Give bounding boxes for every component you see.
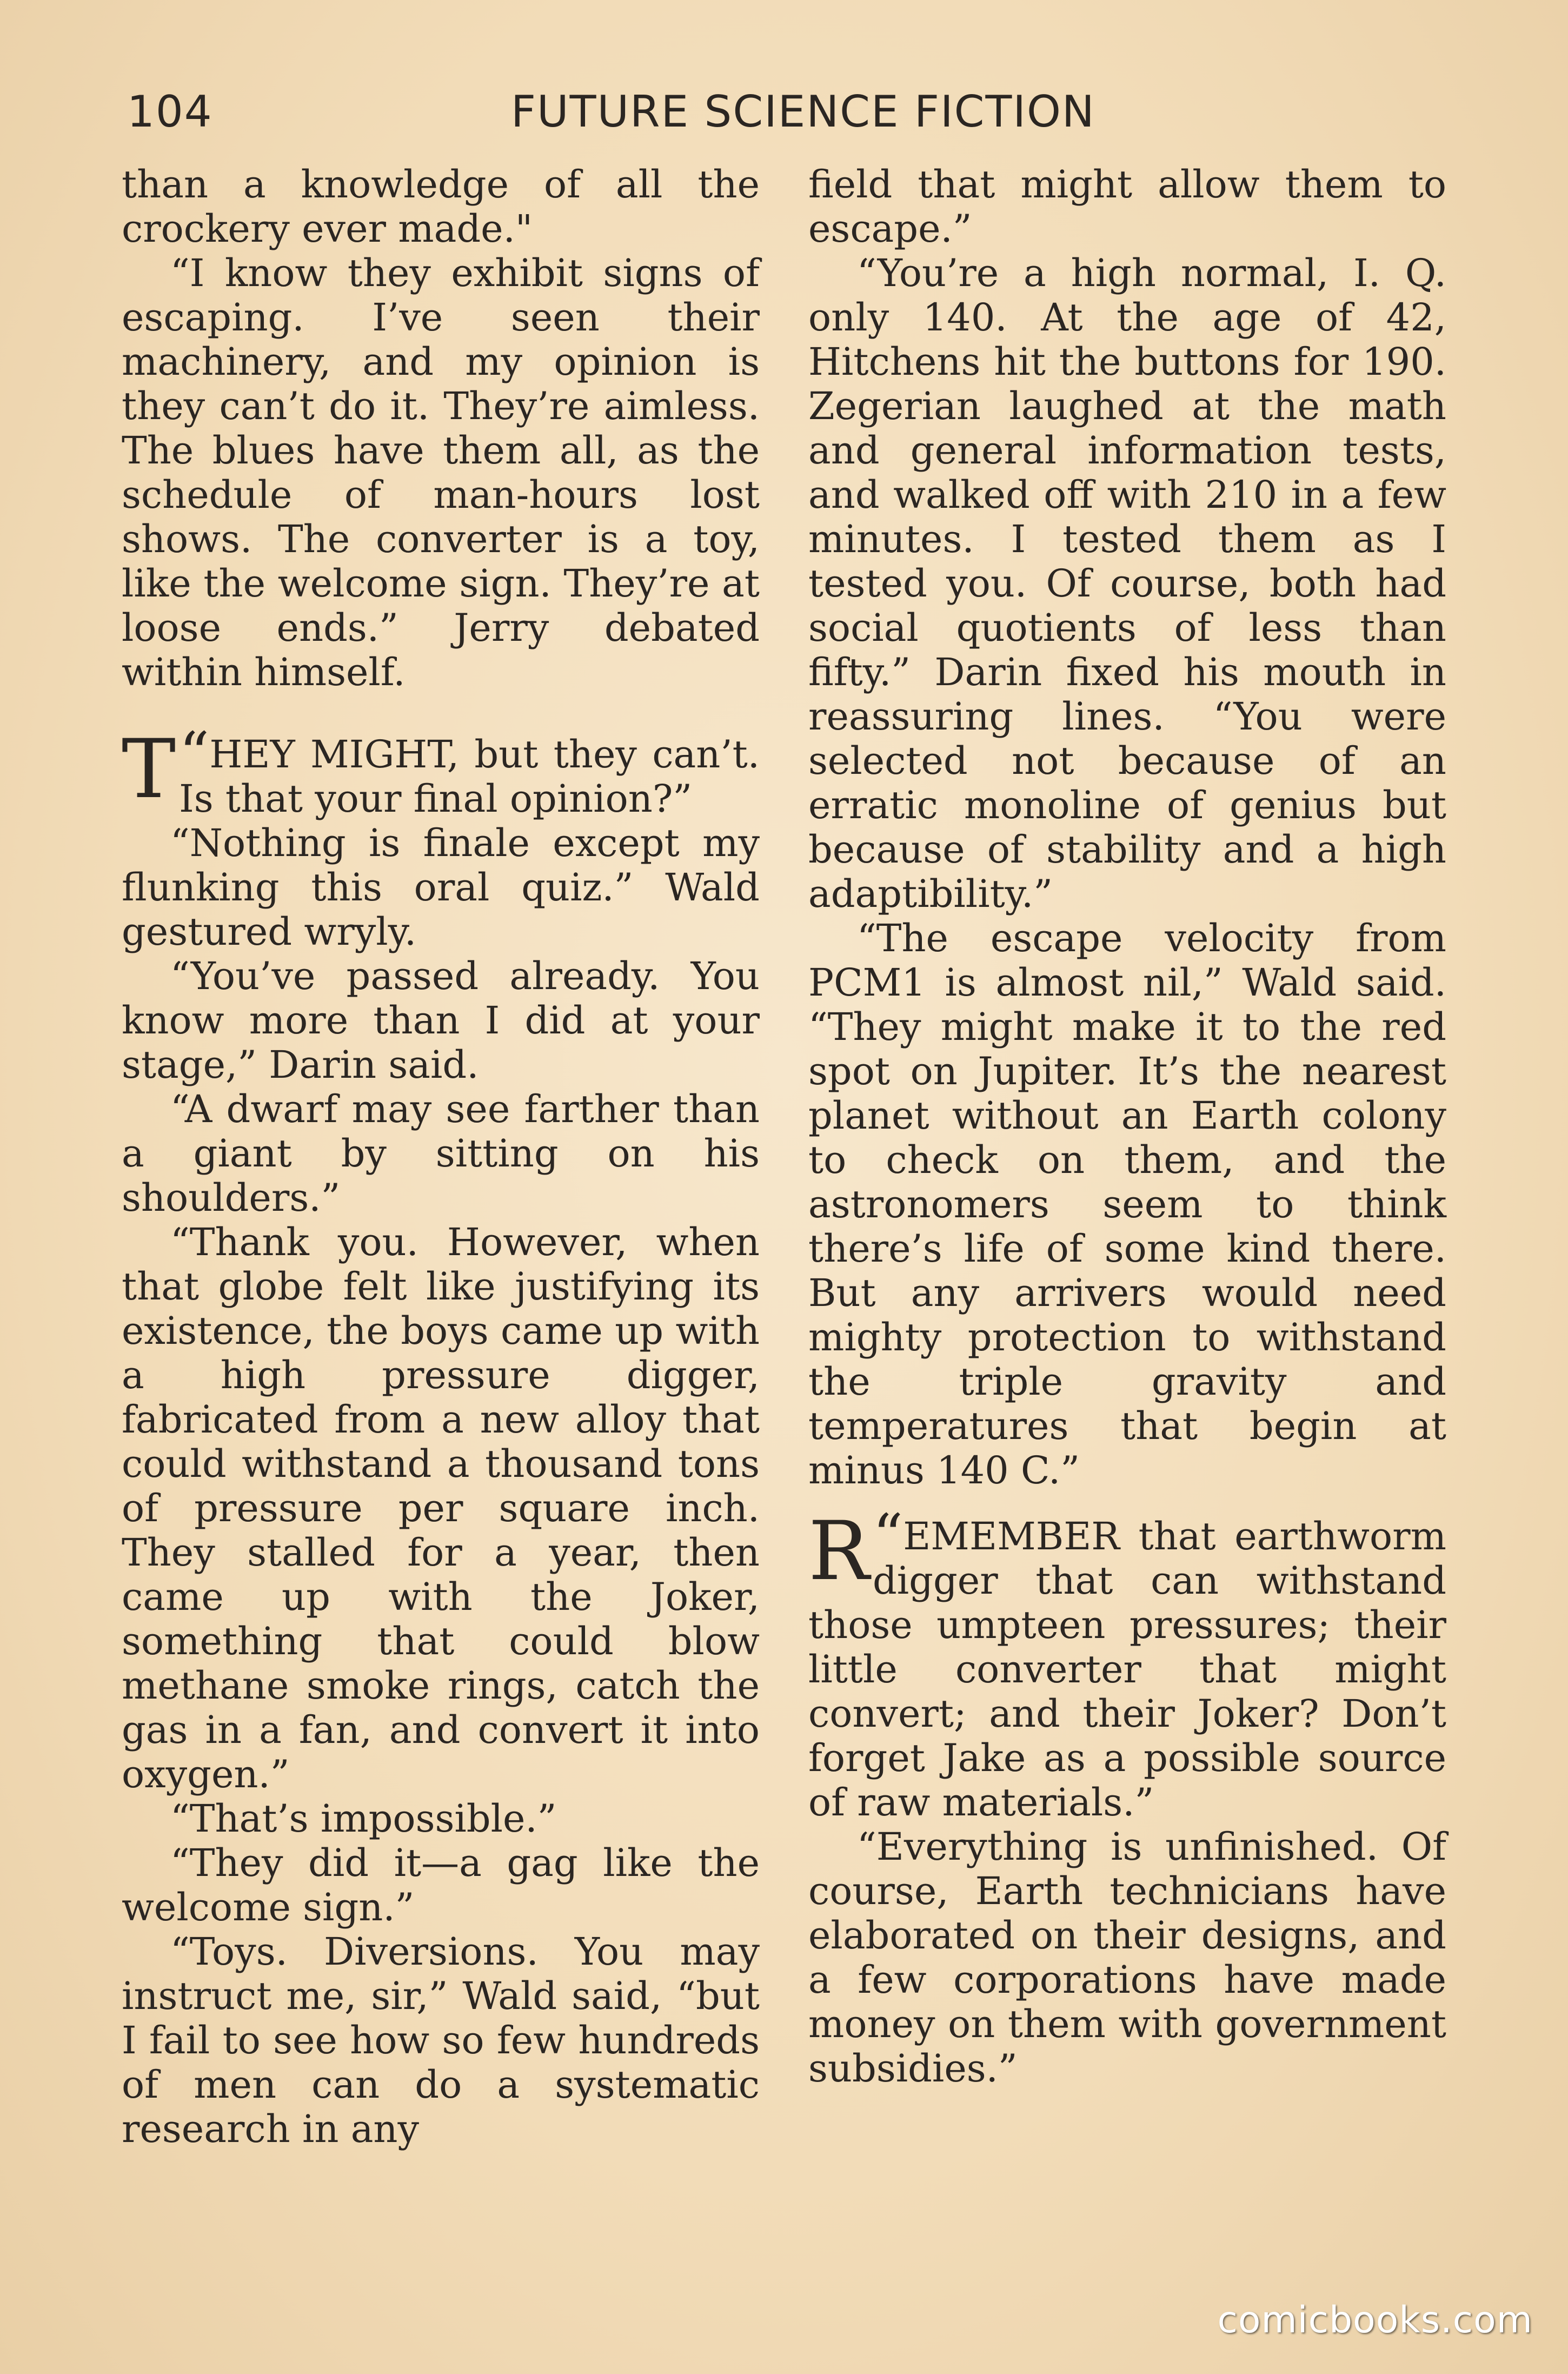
paragraph: field that might allow them to escape.” bbox=[808, 162, 1446, 251]
right-column bbox=[808, 162, 1446, 2091]
paragraph-text: HEY MIGHT, but they can’t. Is that your final opinion?” bbox=[179, 732, 760, 821]
paragraph: “Everything is unfinished. Of course, Earth technicians have elaborated on their designs, and a few corporations have made money on them with government subsidies.” bbox=[808, 1825, 1446, 2091]
section-opening-paragraph bbox=[122, 719, 760, 821]
site-watermark: comicbooks.com bbox=[1217, 2299, 1533, 2342]
paragraph: “They did it—a gag like the welcome sign.” bbox=[122, 1841, 760, 1929]
opening-quote-mark: “ bbox=[872, 1501, 903, 1570]
drop-cap-letter: R bbox=[808, 1504, 869, 1599]
paragraph: “You’ve passed already. You know more than I did at your stage,” Darin said. bbox=[122, 954, 760, 1087]
page-number: 104 bbox=[127, 87, 213, 137]
paragraph: “Toys. Diversions. You may instruct me, sir,” Wald said, “but I fail to see how so few hundreds of men can do a systematic research in any bbox=[122, 1929, 760, 2151]
section-opening-paragraph bbox=[808, 1501, 1446, 1825]
paragraph: “That’s impossible.” bbox=[170, 1796, 557, 1841]
magazine-title: FUTURE SCIENCE FICTION bbox=[511, 87, 1095, 137]
paragraph: “You’re a high normal, I. Q. only 140. At the age of 42, Hitchens hit the buttons for 190. Zegerian laughed at the math and general information tests, and walked off with 210 in a few minutes. I tested them as I tested you. Of course, both had social quotients of less than fifty.” Darin fixed his mouth in reassuring lines. “You were selected not because of an erratic monoline of genius but because of stability and a high adaptibility.” bbox=[808, 251, 1446, 916]
paragraph: “A dwarf may see farther than a giant by sitting on his shoulders.” bbox=[122, 1087, 760, 1220]
opening-quote-mark: “ bbox=[179, 719, 210, 788]
running-header bbox=[127, 87, 1444, 157]
paragraph-text: EMEMBER that earthworm digger that can withstand those umpteen pressures; their little converter that might convert; and their Joker? Don’t forget Jake as a possible source of raw materials.” bbox=[808, 1514, 1446, 1825]
paragraph: “I know they exhibit signs of escaping. I’ve seen their machinery, and my opinion is they can’t do it. They’re aimless. The blues have them all, as the schedule of man-hours lost shows. The converter is a toy, like the welcome sign. They’re at loose ends.” Jerry debated within himself. bbox=[122, 251, 760, 694]
paragraph: than a knowledge of all the crockery ever made." bbox=[122, 162, 760, 251]
left-column bbox=[122, 162, 760, 2151]
paragraph: “The escape velocity from PCM1 is almost nil,” Wald said. “They might make it to the red spot on Jupiter. It’s the nearest planet without an Earth colony to check on them, and the astronomers seem to think there’s life of some kind there. But any arrivers would need mighty protection to withstand the triple gravity and temperatures that begin at minus 140 C.” bbox=[808, 916, 1446, 1493]
drop-cap-letter: T bbox=[122, 722, 176, 817]
paragraph: “Nothing is finale except my flunking this oral quiz.” Wald gestured wryly. bbox=[122, 821, 760, 954]
paragraph: “Thank you. However, when that globe felt like justifying its existence, the boys came up with a high pressure digger, fabricated from a new alloy that could withstand a thousand tons of pressure per square inch. They stalled for a year, then came up with the Joker, something that could blow methane smoke rings, catch the gas in a fan, and convert it into oxygen.” bbox=[122, 1220, 760, 1796]
